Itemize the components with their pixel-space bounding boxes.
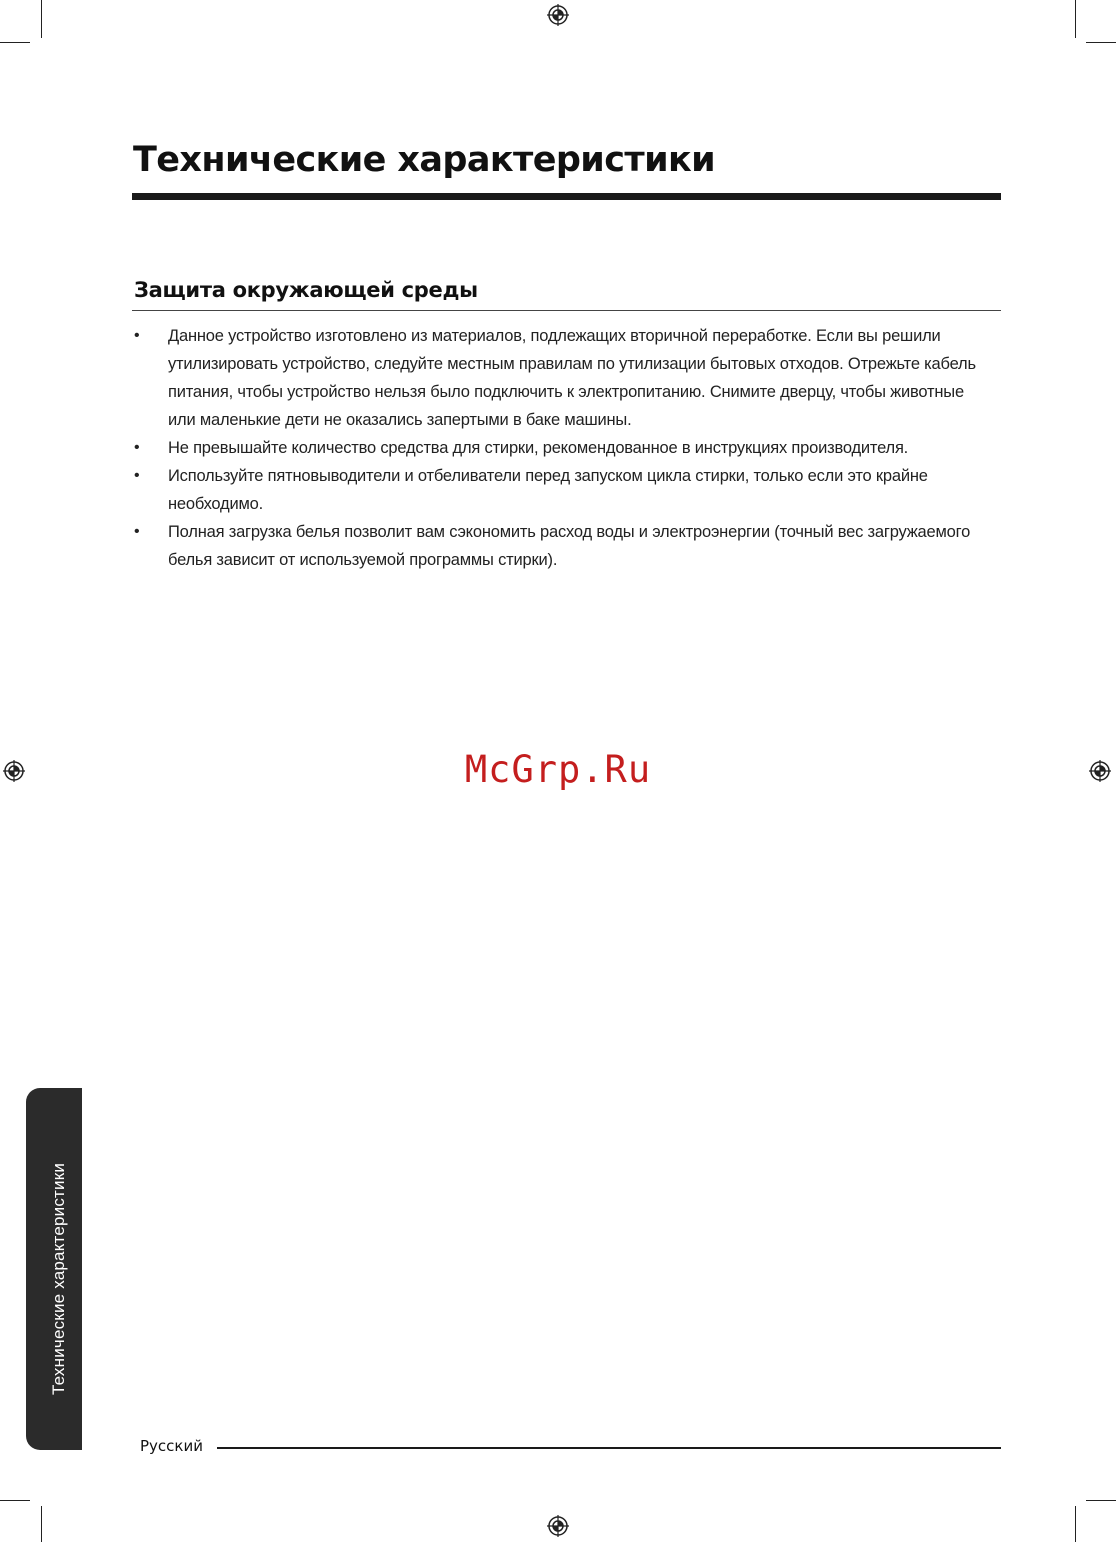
title-divider bbox=[132, 193, 1001, 200]
list-item bbox=[134, 322, 994, 434]
list-item-text: Полная загрузка белья позволит вам сэкономить расход воды и электроэнергии (точный вес загружаемого белья зависит от используемой программы стирки). bbox=[168, 523, 971, 569]
watermark: McGrp.Ru bbox=[464, 748, 652, 791]
crop-mark bbox=[0, 42, 30, 43]
list-item bbox=[134, 518, 994, 574]
list-item bbox=[134, 462, 994, 518]
list-item-text: Не превышайте количество средства для стирки, рекомендованное в инструкциях производителя. bbox=[168, 439, 909, 457]
registration-mark-icon bbox=[547, 4, 569, 26]
section-divider bbox=[132, 310, 1001, 311]
crop-mark bbox=[1075, 1506, 1076, 1542]
crop-mark bbox=[0, 1500, 30, 1501]
list-item-text: Используйте пятновыводители и отбеливатели перед запуском цикла стирки, только если это крайне необходимо. bbox=[168, 467, 928, 513]
section-title: Защита окружающей среды bbox=[134, 278, 478, 302]
bullet-icon: • bbox=[134, 523, 140, 540]
crop-mark bbox=[1086, 42, 1116, 43]
side-tab-label: Технические характеристики bbox=[49, 1162, 68, 1395]
registration-mark-icon bbox=[547, 1515, 569, 1537]
footer-divider bbox=[217, 1447, 1001, 1449]
list-item-text: Данное устройство изготовлено из материалов, подлежащих вторичной переработке. Если вы решили утилизировать устройство, следуйте местным правилам по утилизации бытовых отходов. Отрежьте кабель питания, чтобы устройство нельзя было подключить к электропитанию. Снимите дверцу, чтобы животные или маленькие дети не оказались запертыми в баке машины. bbox=[168, 327, 976, 429]
bullet-icon: • bbox=[134, 327, 140, 344]
crop-mark bbox=[1075, 0, 1076, 38]
crop-mark bbox=[41, 0, 42, 38]
crop-mark bbox=[41, 1506, 42, 1542]
crop-mark bbox=[1086, 1500, 1116, 1501]
bullet-icon: • bbox=[134, 467, 140, 484]
bullet-icon: • bbox=[134, 439, 140, 456]
list-item bbox=[134, 434, 994, 462]
page-title: Технические характеристики bbox=[133, 140, 716, 180]
bullet-list bbox=[134, 322, 994, 574]
footer-language: Русский bbox=[140, 1437, 203, 1455]
